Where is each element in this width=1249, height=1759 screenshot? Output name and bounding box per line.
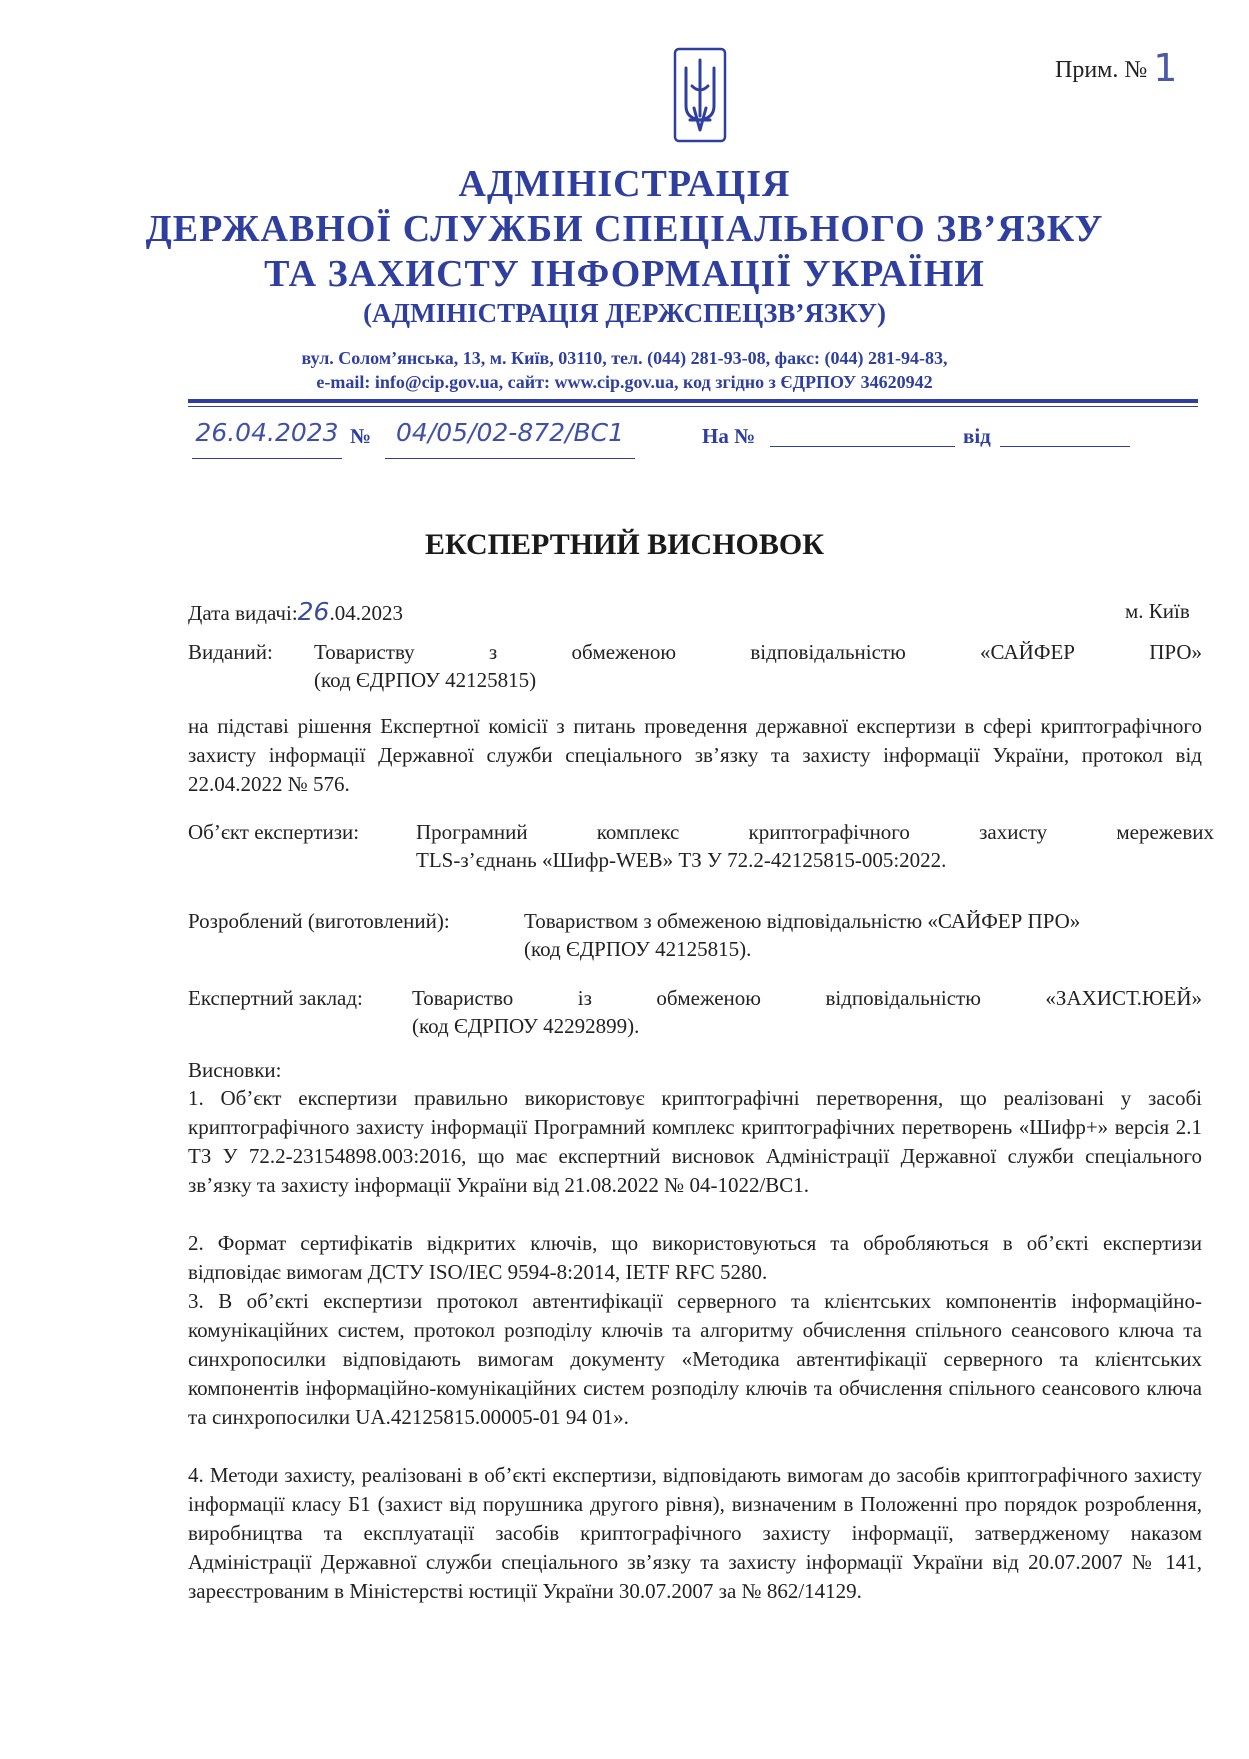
developer-label: Розроблений (виготовлений): [188, 909, 450, 933]
expert-body-line-1: Товариство із обмеженою відповідальністю «ЗАХИСТ.ЮЕЙ» [412, 986, 1202, 1010]
agency-short-name: (АДМІНІСТРАЦІЯ ДЕРЖСПЕЦЗВ’ЯЗКУ) [363, 298, 886, 328]
registration-date: 26.04.2023 [195, 418, 339, 447]
issued-label: Виданий: [188, 640, 273, 664]
issued-to-line-1: Товариству з обмеженою відповідальністю «САЙФЕР ПРО» [314, 640, 1202, 664]
issue-date-day: 26 [297, 597, 330, 626]
developer-line-1: Товариством з обмеженою відповідальністю «САЙФЕР ПРО» [524, 909, 1081, 933]
conclusions-heading: Висновки: [188, 1058, 282, 1082]
reference-number-blank [770, 424, 955, 447]
expert-body-line-2: (код ЄДРПОУ 42292899). [412, 1014, 640, 1038]
object-line-1: Програмний комплекс криптографічного захисту мережевих [416, 820, 1214, 844]
conclusion-item-2: 2. Формат сертифікатів відкритих ключів, що використовуються та обробляються в об’єкті експертизи відповідає вимогам ДСТУ ISO/IEC 9594-8:2014, IETF RFC 5280. [188, 1231, 1202, 1284]
reference-date-label: від [963, 424, 991, 448]
basis-paragraph: на підставі рішення Експертної комісії з питань проведення державної експертизи в сфері криптографічного захисту інформації Державної служби спеціального зв’язку та захисту інформації України, протокол від 22.04.2022 № 576. [188, 714, 1202, 796]
issue-city: м. Київ [1125, 599, 1190, 623]
agency-title-line-3: ТА ЗАХИСТУ ІНФОРМАЦІЇ УКРАЇНИ [264, 253, 985, 295]
object-line-2: TLS-з’єднань «Шифр-WEB» ТЗ У 72.2-42125815-005:2022. [416, 848, 947, 872]
conclusion-item-3: 3. В об’єкті експертизи протокол автентифікації серверного та клієнтських компонентів інформаційно-комунікаційних систем, протокол розподілу ключів та алгоритму обчислення спільного сеансового ключа та синхропосилки відповідають вимогам документу «Методика автентифікації серверного та клієнтських компонентів інформаційно-комунікаційних систем розподілу ключів та обчислення спільного сеансового ключа та синхропосилки UA.42125815.00005-01 94 01». [188, 1289, 1202, 1429]
issued-to-line-2: (код ЄДРПОУ 42125815) [314, 668, 537, 692]
letterhead-divider-thin [188, 406, 1198, 407]
conclusion-item-4: 4. Методи захисту, реалізовані в об’єкті експертизи, відповідають вимогам до засобів криптографічного захисту інформації класу Б1 (захист від порушника другого рівня), визначеним в Положенні про порядок розроблення, виробництва та експлуатації засобів криптографічного захисту інформації, затвердженому наказом Адміністрації Державної служби спеціального зв’язку та захисту інформації України від 20.07.2007 № 141, зареєстрованим в Міністерстві юстиції України 30.07.2007 за № 862/14129. [188, 1463, 1202, 1603]
object-label: Об’єкт експертизи: [188, 820, 360, 844]
issue-date [188, 598, 403, 627]
registration-number: 04/05/02-872/ВС1 [396, 418, 624, 447]
registration-number-label: № [350, 424, 372, 448]
annex-number: 1 [1153, 46, 1178, 90]
reference-date-blank [1000, 424, 1130, 447]
registration-date-field [192, 418, 342, 459]
annex-label: Прим. № [1055, 57, 1148, 83]
developer-line-2: (код ЄДРПОУ 42125815). [524, 937, 752, 961]
document-title: ЕКСПЕРТНИЙ ВИСНОВОК [424, 528, 824, 561]
annex-mark [1055, 46, 1177, 90]
agency-title-line-2: ДЕРЖАВНОЇ СЛУЖБИ СПЕЦІАЛЬНОГО ЗВ’ЯЗКУ [145, 208, 1104, 250]
issue-date-label: Дата видачі: [188, 601, 298, 625]
expert-body-label: Експертний заклад: [188, 986, 363, 1010]
agency-email-site: e-mail: info@cip.gov.ua, сайт: www.cip.gov.ua, код згідно з ЄДРПОУ 34620942 [316, 372, 933, 392]
registration-number-field [385, 418, 635, 459]
conclusion-item-1: 1. Об’єкт експертизи правильно використовує криптографічні перетворення, що реалізовані у засобі криптографічного захисту інформації Програмний комплекс криптографічних перетворень «Шифр+» версія 2.1 ТЗ У 72.2-23154898.003:2016, що має експертний висновок Адміністрації Державної служби спеціального зв’язку та захисту інформації України від 21.08.2022 № 04-1022/ВС1. [188, 1086, 1202, 1197]
trident-emblem-icon [672, 46, 728, 144]
issue-date-rest: .04.2023 [329, 601, 403, 625]
agency-address: вул. Солом’янська, 13, м. Київ, 03110, тел. (044) 281-93-08, факс: (044) 281-94-83, [301, 348, 948, 368]
reference-number-label: На № [702, 424, 756, 448]
letterhead-divider [188, 399, 1198, 403]
agency-title-line-1: АДМІНІСТРАЦІЯ [458, 163, 791, 205]
